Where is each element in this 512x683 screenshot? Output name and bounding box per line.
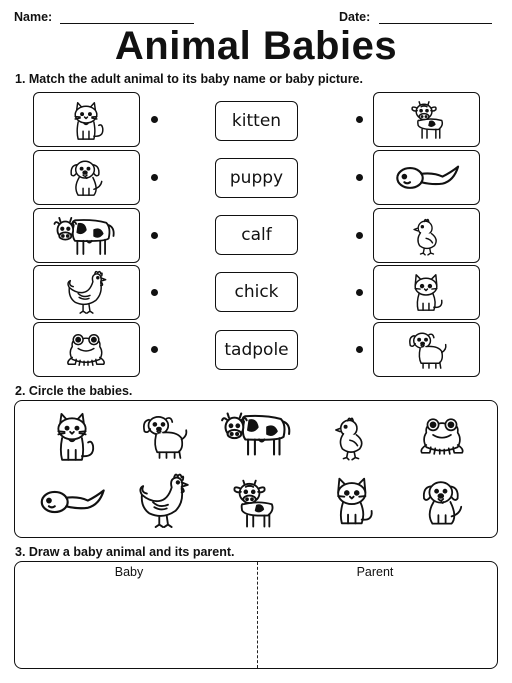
match-dot-left-1[interactable] — [151, 116, 158, 123]
dog-icon — [412, 470, 472, 534]
page-title: Animal Babies — [114, 24, 398, 68]
chick-icon — [374, 209, 479, 262]
calf-icon — [220, 472, 284, 534]
match-left-cat — [33, 92, 140, 147]
cow-icon — [218, 405, 300, 463]
match-dot-right-3[interactable] — [356, 232, 363, 239]
cow-icon — [34, 209, 139, 262]
kitten-icon — [322, 470, 384, 532]
frog-icon — [410, 408, 474, 464]
kitten-icon — [374, 266, 479, 319]
circle-item-chick[interactable] — [324, 408, 378, 466]
circle-item-tadpole[interactable] — [36, 480, 108, 524]
baby-label: Baby — [114, 565, 144, 579]
puppy-icon — [132, 407, 194, 465]
drawing-divider — [257, 562, 258, 668]
drawing-area[interactable] — [14, 561, 498, 669]
circle-item-puppy[interactable] — [132, 407, 194, 465]
calf-icon — [374, 93, 479, 146]
match-dot-right-5[interactable] — [356, 346, 363, 353]
match-right-kitten — [373, 265, 480, 320]
match-dot-right-4[interactable] — [356, 289, 363, 296]
section3-title: 3. Draw a baby animal and its parent. — [15, 545, 235, 559]
match-right-tadpole — [373, 150, 480, 205]
word-box-tadpole[interactable]: tadpole — [215, 330, 298, 370]
hen-icon — [132, 470, 194, 532]
cat-icon — [34, 93, 139, 146]
circle-item-cow[interactable] — [218, 405, 300, 463]
word-box-calf[interactable]: calf — [215, 215, 298, 255]
match-right-puppy — [373, 322, 480, 377]
circle-item-cat[interactable] — [40, 404, 104, 466]
match-left-dog — [33, 150, 140, 205]
match-left-frog — [33, 322, 140, 377]
section2-title: 2. Circle the babies. — [15, 384, 133, 398]
date-label: Date: — [339, 10, 371, 24]
match-right-chick — [373, 208, 480, 263]
circle-item-kitten[interactable] — [322, 470, 384, 532]
match-left-hen — [33, 265, 140, 320]
hen-icon — [34, 266, 139, 319]
parent-label: Parent — [356, 565, 394, 579]
cat-icon — [40, 404, 104, 466]
match-left-cow — [33, 208, 140, 263]
circle-item-hen[interactable] — [132, 470, 194, 532]
match-right-calf — [373, 92, 480, 147]
match-dot-left-4[interactable] — [151, 289, 158, 296]
chick-icon — [324, 408, 378, 466]
word-box-puppy[interactable]: puppy — [215, 158, 298, 198]
word-box-kitten[interactable]: kitten — [215, 101, 298, 141]
match-dot-left-5[interactable] — [151, 346, 158, 353]
match-dot-left-2[interactable] — [151, 174, 158, 181]
tadpole-icon — [374, 151, 479, 204]
dog-icon — [34, 151, 139, 204]
match-dot-left-3[interactable] — [151, 232, 158, 239]
circle-item-calf[interactable] — [220, 472, 284, 534]
puppy-icon — [374, 323, 479, 376]
circle-item-frog[interactable] — [410, 408, 474, 464]
section1-title: 1. Match the adult animal to its baby name or baby picture. — [15, 72, 363, 86]
tadpole-icon — [36, 480, 108, 524]
frog-icon — [34, 323, 139, 376]
word-box-chick[interactable]: chick — [215, 272, 298, 312]
match-dot-right-1[interactable] — [356, 116, 363, 123]
match-dot-right-2[interactable] — [356, 174, 363, 181]
name-label: Name: — [14, 10, 53, 24]
circle-item-dog[interactable] — [412, 470, 472, 534]
